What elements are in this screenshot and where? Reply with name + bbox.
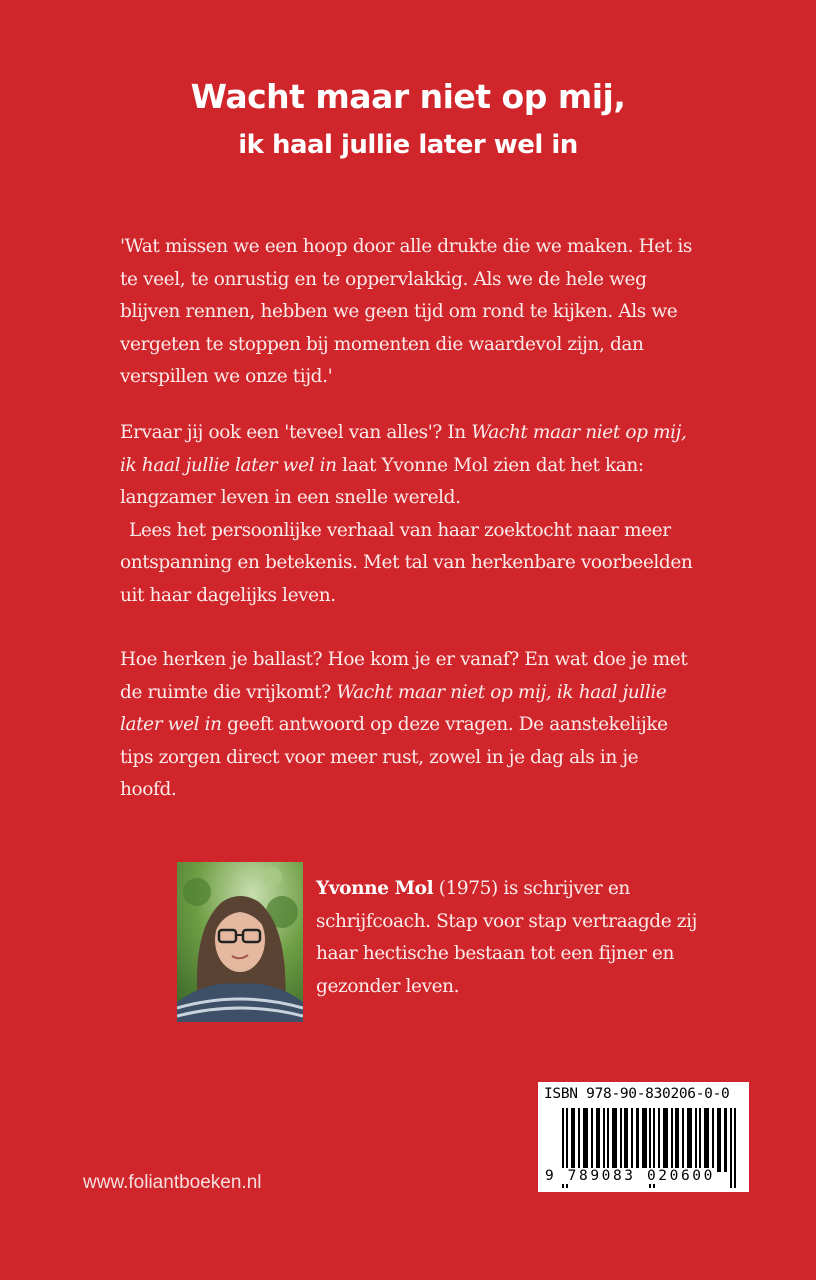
questions-book-title: Wacht maar niet op mij, ik haal jullie later wel in [120, 681, 667, 735]
description-intro: Ervaar jij ook een 'teveel van alles'? In [120, 422, 472, 443]
author-name: Yvonne Mol [316, 878, 434, 899]
questions-rest: geeft antwoord op deze vragen. De aanstekelijke tips zorgen direct voor meer rust, zowel in je dag als in je hoofd. [120, 714, 668, 800]
author-bio [316, 873, 736, 1003]
publisher-website-link[interactable]: www.foliantboeken.nl [83, 1172, 262, 1193]
questions-paragraph [120, 644, 700, 807]
author-photo [177, 862, 303, 1022]
quote-paragraph: 'Wat missen we een hoop door alle drukte die we maken. Het is te veel, te onrustig en te oppervlakkig. Als we de hele weg blijven rennen, hebben we geen tijd om rond te kijken. Als we vergeten te stoppen bij momenten die waardevol zijn, dan verspillen we onze tijd.' [120, 236, 692, 387]
isbn-label: ISBN 978-90-830206-0-0 [544, 1086, 730, 1102]
description-rest: laat Yvonne Mol zien dat het kan: langzamer leven in een snelle wereld. [120, 454, 644, 508]
cover-title-line-2: ik haal jullie later wel in [238, 130, 578, 160]
isbn-barcode [538, 1082, 749, 1192]
author-bio-text: (1975) is schrijver en schrijfcoach. Stap voor stap vertraagde zij haar hectische bestaan tot een fijner en gezonder leven. [316, 878, 697, 997]
description-story: Lees het persoonlijke verhaal van haar zoektocht naar meer ontspanning en betekenis. Met tal van herkenbare voorbeelden uit haar dagelijks leven. [120, 519, 693, 606]
description-paragraph [120, 417, 700, 612]
questions-intro: Hoe herken je ballast? Hoe kom je er vanaf? En wat doe je met de ruimte die vrijkomt? [120, 649, 688, 703]
cover-title-line-1: Wacht maar niet op mij, [190, 77, 626, 116]
isbn-digits: 9 789083 020600 [545, 1168, 715, 1184]
description-book-title: Wacht maar niet op mij, ik haal jullie later wel in [120, 422, 687, 476]
